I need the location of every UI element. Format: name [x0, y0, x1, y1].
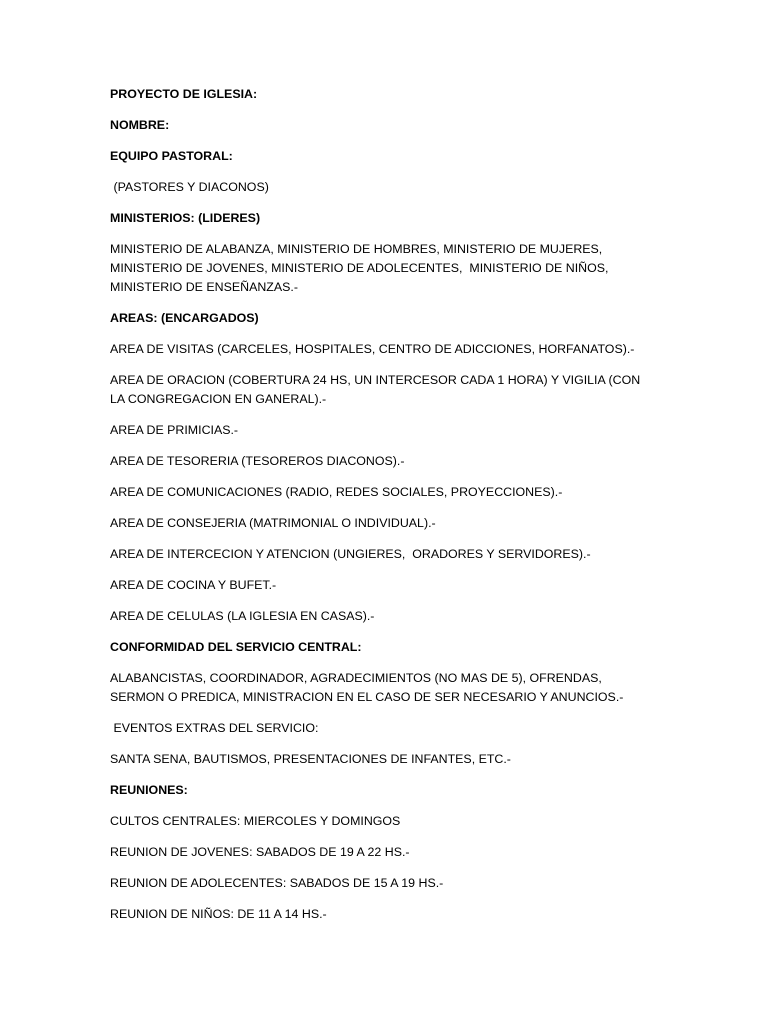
area-first-fruits: AREA DE PRIMICIAS.- [110, 423, 239, 437]
area-kitchen: AREA DE COCINA Y BUFET.- [110, 578, 277, 592]
name-label: NOMBRE: [110, 118, 170, 132]
ministries-heading: MINISTERIOS: (LIDERES) [110, 211, 261, 225]
extra-events-heading: EVENTOS EXTRAS DEL SERVICIO: [110, 721, 319, 735]
areas-heading: AREAS: (ENCARGADOS) [110, 311, 259, 325]
ministries-text: MINISTERIO DE ALABANZA, MINISTERIO DE HOMBRES, MINISTERIO DE MUJERES, MINISTERIO DE JOVENES, MINISTERIO DE ADOLECENTES, MINISTERIO DE NIÑOS, MINISTERIO DE ENSEÑANZAS.- [110, 242, 612, 294]
area-prayer: AREA DE ORACION (COBERTURA 24 HS, UN INTERCESOR CADA 1 HORA) Y VIGILIA (CON LA CONGREGACION EN GANERAL).- [110, 373, 644, 406]
central-service-heading: CONFORMIDAD DEL SERVICIO CENTRAL: [110, 640, 362, 654]
pastoral-team-heading: EQUIPO PASTORAL: [110, 149, 233, 163]
document-page [110, 85, 658, 936]
area-visits: AREA DE VISITAS (CARCELES, HOSPITALES, CENTRO DE ADICCIONES, HORFANATOS).- [110, 342, 635, 356]
area-counseling: AREA DE CONSEJERIA (MATRIMONIAL O INDIVIDUAL).- [110, 516, 436, 530]
meeting-youth: REUNION DE JOVENES: SABADOS DE 19 A 22 HS.- [110, 845, 410, 859]
area-communications: AREA DE COMUNICACIONES (RADIO, REDES SOCIALES, PROYECCIONES).- [110, 485, 563, 499]
area-cells: AREA DE CELULAS (LA IGLESIA EN CASAS).- [110, 609, 375, 623]
doc-title: PROYECTO DE IGLESIA: [110, 87, 258, 101]
central-service-text: ALABANCISTAS, COORDINADOR, AGRADECIMIENTOS (NO MAS DE 5), OFRENDAS, SERMON O PREDICA, MINISTRACION EN EL CASO DE SER NECESARIO Y ANUNCIOS.- [110, 671, 624, 704]
meeting-children: REUNION DE NIÑOS: DE 11 A 14 HS.- [110, 907, 327, 921]
meeting-adolescents: REUNION DE ADOLECENTES: SABADOS DE 15 A 19 HS.- [110, 876, 444, 890]
pastoral-team-text: (PASTORES Y DIACONOS) [110, 180, 269, 194]
extra-events-text: SANTA SENA, BAUTISMOS, PRESENTACIONES DE INFANTES, ETC.- [110, 752, 511, 766]
meetings-heading: REUNIONES: [110, 783, 188, 797]
area-treasury: AREA DE TESORERIA (TESOREROS DIACONOS).- [110, 454, 405, 468]
area-intercession: AREA DE INTERCECION Y ATENCION (UNGIERES, ORADORES Y SERVIDORES).- [110, 547, 591, 561]
meeting-central-services: CULTOS CENTRALES: MIERCOLES Y DOMINGOS [110, 814, 401, 828]
